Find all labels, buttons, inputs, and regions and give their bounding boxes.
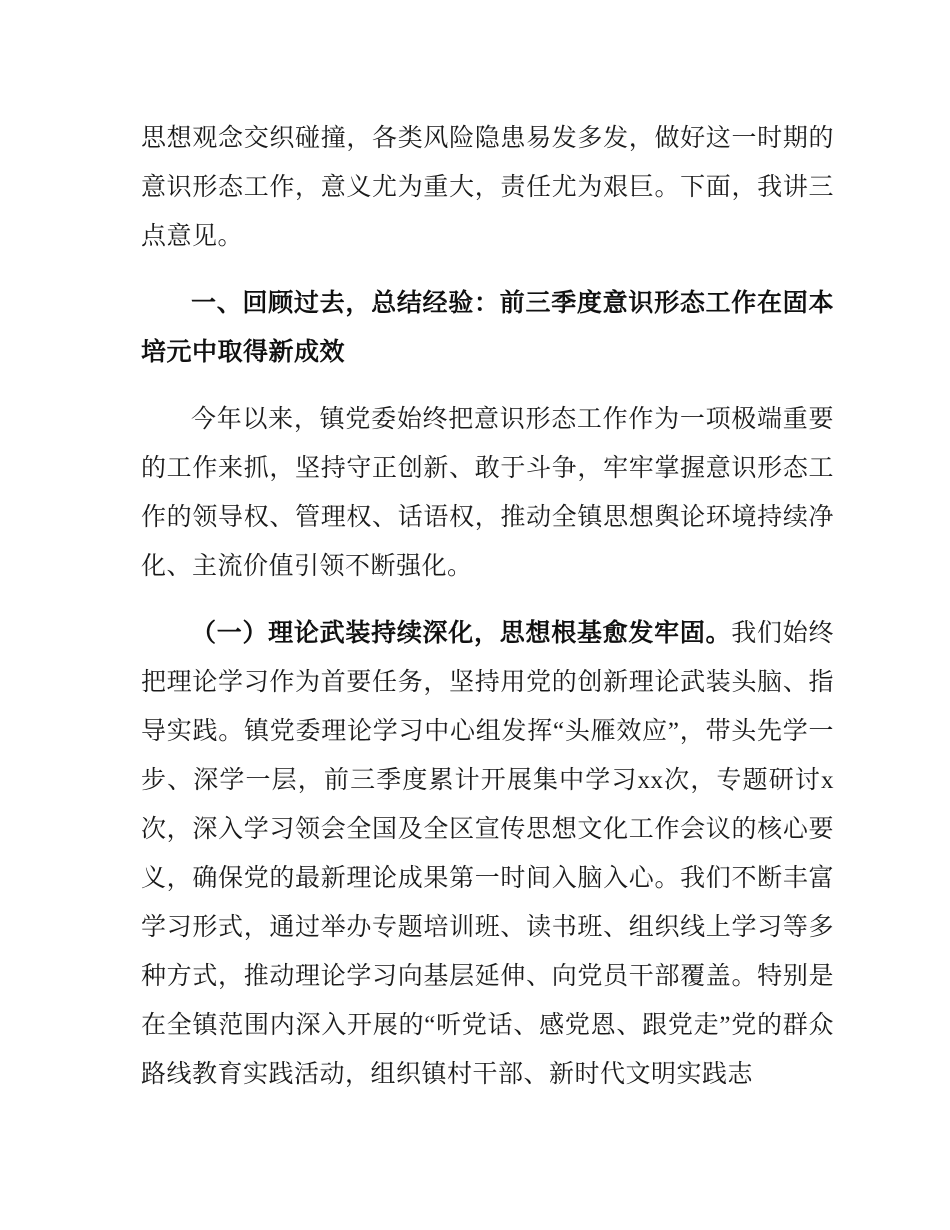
paragraph-subsection	[141, 609, 834, 1099]
section-heading: 一、回顾过去，总结经验：前三季度意识形态工作在固本培元中取得新成效	[141, 289, 834, 366]
subsection-body: 我们始终把理论学习作为首要任务，坚持用党的创新理论武装头脑、指导实践。镇党委理论学习中心组发挥“头雁效应”，带头先学一步、深学一层，前三季度累计开展集中学习xx次，专题研讨x次，深入学习领会全国及全区宣传思想文化工作会议的核心要义，确保党的最新理论成果第一时间入脑入心。我们不断丰富学习形式，通过举办专题培训班、读书班、组织线上学习等多种方式，推动理论学习向基层延伸、向党员干部覆盖。特别是在全镇范围内深入开展的“听党话、感党恩、跟党走”党的群众路线教育实践活动，组织镇村干部、新时代文明实践志	[141, 620, 834, 1088]
paragraph-overview: 今年以来，镇党委始终把意识形态工作作为一项极端重要的工作来抓，坚持守正创新、敢于斗争，牢牢掌握意识形态工作的领导权、管理权、话语权，推动全镇思想舆论环境持续净化、主流价值引领不断强化。	[141, 406, 834, 580]
paragraph-continuation: 思想观念交织碰撞，各类风险隐患易发多发，做好这一时期的意识形态工作，意义尤为重大，责任尤为艰巨。下面，我讲三点意见。	[141, 125, 834, 250]
subsection-lead: （一）理论武装持续深化，思想根基愈发牢固。	[191, 619, 732, 647]
